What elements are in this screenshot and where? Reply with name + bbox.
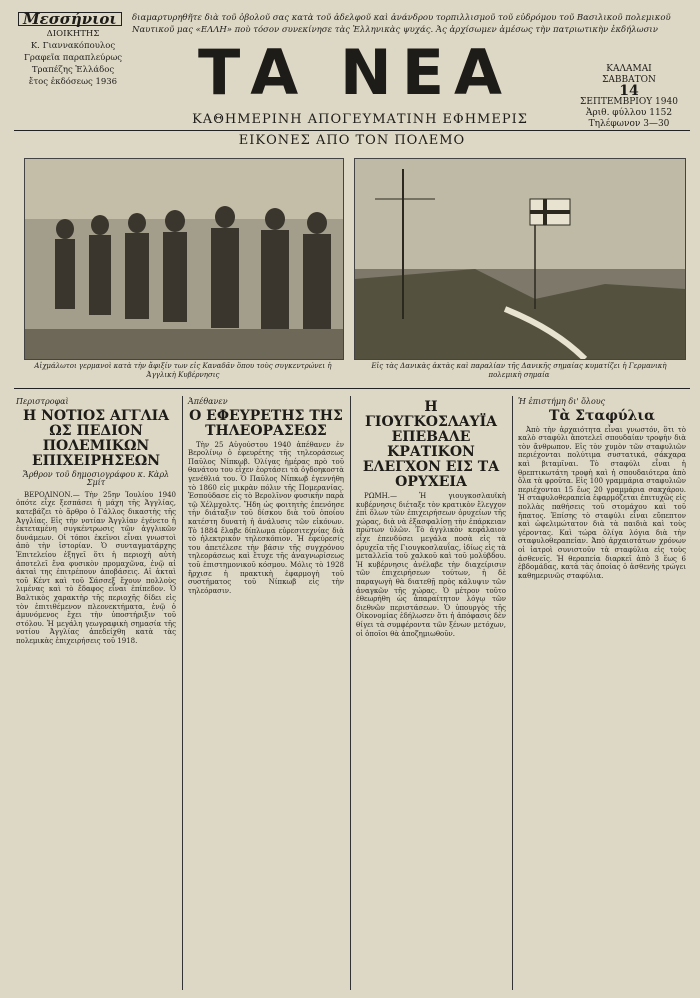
masthead-date-box <box>574 64 684 130</box>
article-tv-inventor <box>188 398 344 595</box>
article-headline: Τὰ Σταφύλια <box>549 407 655 424</box>
article-body: ΒΕΡΟΛΙΝΟΝ.— Τὴν 25ην Ἰουλίου 1940 ὁπότε εἶχε ξεσπάσει ἡ μάχη τῆς Ἀγγλίας, κατεβάζει τὸ ἄρθρο ὁ Γάλλος δικαστὴς τῆς Ἀγγλίας. Εἰς τὴν νοτίαν Ἀγγλίαν ἐγένετο ἡ ἐκτεταμένη συγκέντρωσις τῶν ἀγγλικῶν δυνάμεων. Οἱ τόποι ἐκεῖνοι εἶναι γνωστοὶ ἀπὸ τὴν ἱστορίαν. Ὁ συνταγματάρχης Ἐπιτελείου ἐξηγεῖ ὅτι ἡ περιοχὴ αὐτὴ ἀποτελεῖ ἕνα φυσικὸν προμαχῶνα, ἐνῷ αἱ ἀκταὶ της ἐπιτρέπουν ἀποβάσεις. Αἱ ἀκταὶ τοῦ Κέντ καὶ τοῦ Σάσσεξ ἔχουν πολλοὺς λιμένας καὶ τὸ ἔδαφος εἶναι ἐπίπεδον. Ὁ Βαλτικὸς χαρακτὴρ τῆς περιοχῆς δίδει εἰς τὸν ἐπιτιθέμενον πλεονεκτήματα, ἐνῷ ὁ ἀμυνόμενος ἔχει τὴν ὑποστήριξιν τοῦ στόλου. Ἡ μεγάλη γεωγραφικὴ σημασία τῆς νοτίου Ἀγγλίας ἀπεδείχθη κατὰ τὰς πολεμικὰς ἐπιχειρήσεις τοῦ 1918. <box>16 490 176 645</box>
year-line: ἔτος ἐκδόσεως 1936 <box>28 77 118 87</box>
article-headline: Ο ΕΦΕΥΡΕΤΗΣ ΤΗΣ ΤΗΛΕΟΡΑΣΕΩΣ <box>189 407 343 439</box>
day-number: 14 <box>619 83 639 99</box>
article-body: Ἀπὸ τὴν ἀρχαιότητα εἶναι γνωστόν, ὅτι τὸ καλὸ σταφύλι ἀποτελεῖ σπουδαίαν τροφὴν διὰ τὸν ἄνθρωπον. Εἰς τὸν χυμὸν τῶν σταφυλιῶν περιέχονται πολύτιμα συστατικά, σάκχαρα καὶ βιταμῖναι. Τὸ σταφύλι εἶναι ἡ θρεπτικωτάτη τροφὴ καὶ ἡ σπουδαιότερα ἀπὸ ὅλα τὰ φροῦτα. Εἰς 100 γραμμάρια σταφυλιῶν περιέχονται 15 ἕως 20 γραμμάρια σακχάρου. Ἡ σταφυλοθεραπεία ἐφαρμόζεται ἐπιτυχῶς εἰς πολλὰς παθήσεις τοῦ στομάχου καὶ τοῦ ἥπατος. Ἐπίσης τὸ σταφύλι εἶναι εὔπεπτον καὶ ὠφελιμώτατον διὰ τὰ παιδιὰ καὶ τοὺς γέροντας. Καὶ τώρα ὀλίγα λόγια διὰ τὴν σταφυλοθεραπείαν. Ἀπὸ ἀρχαιοτάτων χρόνων οἱ ἰατροὶ συνιστοῦν τὰ σταφύλια εἰς τοὺς ἀσθενεῖς. Ἡ θεραπεία διαρκεῖ ἀπὸ 3 ἕως 6 ἑβδομάδας, κατὰ τὰς ὁποίας ὁ ἀσθενὴς τρώγει καθημερινῶς σταφύλια. <box>518 425 686 580</box>
article-south-england <box>16 398 176 645</box>
newspaper-title: ΤΑ ΝΕΑ <box>197 36 513 109</box>
harbor-illustration <box>355 159 685 359</box>
article-kicker: Ἀπέθανεν <box>188 397 228 406</box>
article-headline: Η ΓΙΟΥΓΚΟΣΛΑΥΪΑ ΕΠΕΒΑΛΕ ΚΡΑΤΙΚΟΝ ΕΛΕΓΧΟΝ ΕΙΣ ΤΑ ΟΡΥΧΕΙΑ <box>362 399 500 490</box>
column-rule-1 <box>182 396 183 990</box>
director-label: ΔΙΟΙΚΗΤΗΣ <box>46 29 100 39</box>
newspaper-subtitle: ΚΑΘΗΜΕΡΙΝΗ ΑΠΟΓΕΥΜΑΤΙΝΗ ΕΦΗΜΕΡΙΣ <box>192 112 528 127</box>
article-body: ΡΩΜΗ.— Ἡ γιουγκοσλαυϊκὴ κυβέρνησις διέταξε τὸν κρατικὸν ἔλεγχον ἐπὶ ὅλων τῶν ἐπιχειρήσεων ὀρυχείων τῆς χώρας, διὰ νὰ ἐξασφαλίσῃ τὴν ἐπάρκειαν πρώτων ὑλῶν. Τὸ ἀγγλικὸν κεφάλαιον εἶχε ἐπενδύσει μεγάλα ποσὰ εἰς τὰ ὀρυχεῖα τῆς Γιουγκοσλαυΐας, ἰδίως εἰς τὰ μεταλλεῖα τοῦ χαλκοῦ καὶ τοῦ μολύβδου. Ἡ κυβέρνησις ἀνέλαβε τὴν διαχείρισιν τῶν ἐπιχειρήσεων τούτων, ἡ δὲ παραγωγὴ θὰ διατεθῇ πρὸς κάλυψιν τῶν ἀναγκῶν τῆς χώρας. Ὁ μέτρον τοῦτο ἐθεωρήθη ὡς ἀπαραίτητον λόγῳ τῶν διεθνῶν περιστάσεων. Ὁ ὑπουργὸς τῆς Οἰκονομίας ἐδήλωσεν ὅτι ἡ ἀπόφασις δὲν θίγει τὰ συμφέροντα τῶν ξένων μετόχων, οἱ ὁποῖοι θὰ ἀποζημιωθοῦν. <box>356 492 506 638</box>
column-rule-2 <box>350 396 351 990</box>
weekday-label: ΣΑΒΒΑΤΟΝ <box>602 75 656 85</box>
phone-number: Τηλέφωνον 3—30 <box>588 119 670 129</box>
prisoners-photo <box>24 158 344 360</box>
issue-number: Ἀριθ. φύλλου 1152 <box>585 108 673 118</box>
photos-rule <box>14 388 690 389</box>
masthead-rule <box>14 130 690 131</box>
newspaper-page <box>14 8 690 990</box>
left-photo-caption: Αἰχμάλωτοι γερμανοὶ κατὰ τὴν ἄφιξίν των εἰς Καναδᾶν ὅπου τοὺς συγκεντρώνει ἡ Ἀγγλικὴ Κυβέρνησις <box>34 362 332 379</box>
photos-heading: ΕΙΚΟΝΕΣ ΑΠΟ ΤΟΝ ΠΟΛΕΜΟ <box>238 133 466 148</box>
article-yugoslavia-mines <box>356 398 506 638</box>
office-line: Γραφεῖα παραπλεύρως <box>23 53 123 63</box>
right-photo-caption: Εἰς τὰς Δανικὰς ἀκτὰς καὶ παραλίαν τῆς Δανικῆς σημαίας κυματίζει ἡ Γερμανικὴ πολεμικὴ σημαία <box>371 362 667 379</box>
bank-line: Τραπέζης Ἑλλάδος <box>31 65 115 75</box>
masthead-left-box <box>18 12 128 88</box>
region-label: Μεσσήνιοι <box>18 12 122 26</box>
article-headline: Η ΝΟΤΙΟΣ ΑΓΓΛΙΑ ΩΣ ΠΕΔΙΟΝ ΠΟΛΕΜΙΚΩΝ ΕΠΙΧΕΙΡΗΣΕΩΝ <box>22 407 170 469</box>
column-rule-3 <box>512 396 513 990</box>
month-year-label: ΣΕΠΤΕΜΒΡΙΟΥ 1940 <box>580 97 678 107</box>
masthead-slogan: διαμαρτυρηθῆτε διὰ τοῦ ὀβολοῦ σας κατὰ τοῦ ἀδελφοῦ καὶ ἀνάνδρου τορπιλλισμοῦ τοῦ εὐδρόμου τοῦ Βασιλικοῦ πολεμικοῦ Ναυτικοῦ μας «ΕΛΛΗ» ποὺ τόσον συνεκίνησε τὰς Ἑλληνικὰς ψυχάς. Ἀς ἀρχίσωμεν ἀμέσως τὴν πατριωτικὴν ἐκδήλωσιν <box>132 13 671 35</box>
article-kicker: Ἡ ἐπιστήμη δι' ὅλους <box>518 397 606 406</box>
article-kicker: Περιστροφαὶ <box>16 397 69 406</box>
harbor-photo <box>354 158 686 360</box>
article-byline: Ἄρθρον τοῦ δημοσιογράφου κ. Κὰρλ Σμίτ <box>22 469 170 488</box>
city-label: ΚΑΛΑΜΑΙ <box>606 64 652 74</box>
article-grapes <box>518 398 686 580</box>
prisoners-illustration <box>25 159 343 359</box>
director-name: Κ. Γιαννακόπουλος <box>30 41 116 51</box>
article-body: Τὴν 25 Αὐγούστου 1940 ἀπέθανεν ἐν Βερολίνῳ ὁ ἐφευρέτης τῆς τηλεοράσεως Παῦλος Νίπκωβ. Ὀλίγας ἡμέρας πρὸ τοῦ θανάτου του εἶχεν ἑορτάσει τὰ ὀγδοηκοστὰ γενέθλιά του. Ὁ Παῦλος Νίπκωβ ἐγεννήθη τὸ 1860 εἰς μικρὰν πόλιν τῆς Πομερανίας. Ἐσπούδασε εἰς τὸ Βερολῖνον φυσικὴν παρὰ τῷ Χέλμχολτς. Ἤδη ὡς φοιτητὴς ἐπενόησε τὴν διάταξιν τοῦ δίσκου διὰ τοῦ ὁποίου κατέστη δυνατὴ ἡ ἀνάλυσις τῶν εἰκόνων. Τὸ 1884 ἔλαβε δίπλωμα εὑρεσιτεχνίας διὰ τὸ ἠλεκτρικὸν τηλεσκόπιον. Ἡ ἐφεύρεσίς του ἀπετέλεσε τὴν βάσιν τῆς συγχρόνου τηλεοράσεως καὶ ἔτυχε τῆς ἀναγνωρίσεως τοῦ ἐπιστημονικοῦ κόσμου. Μόλις τὸ 1928 ἤρχισε ἡ πρακτικὴ ἐφαρμογὴ τοῦ συστήματος τοῦ Νίπκωβ εἰς τὴν τηλεόρασιν. <box>188 440 344 595</box>
